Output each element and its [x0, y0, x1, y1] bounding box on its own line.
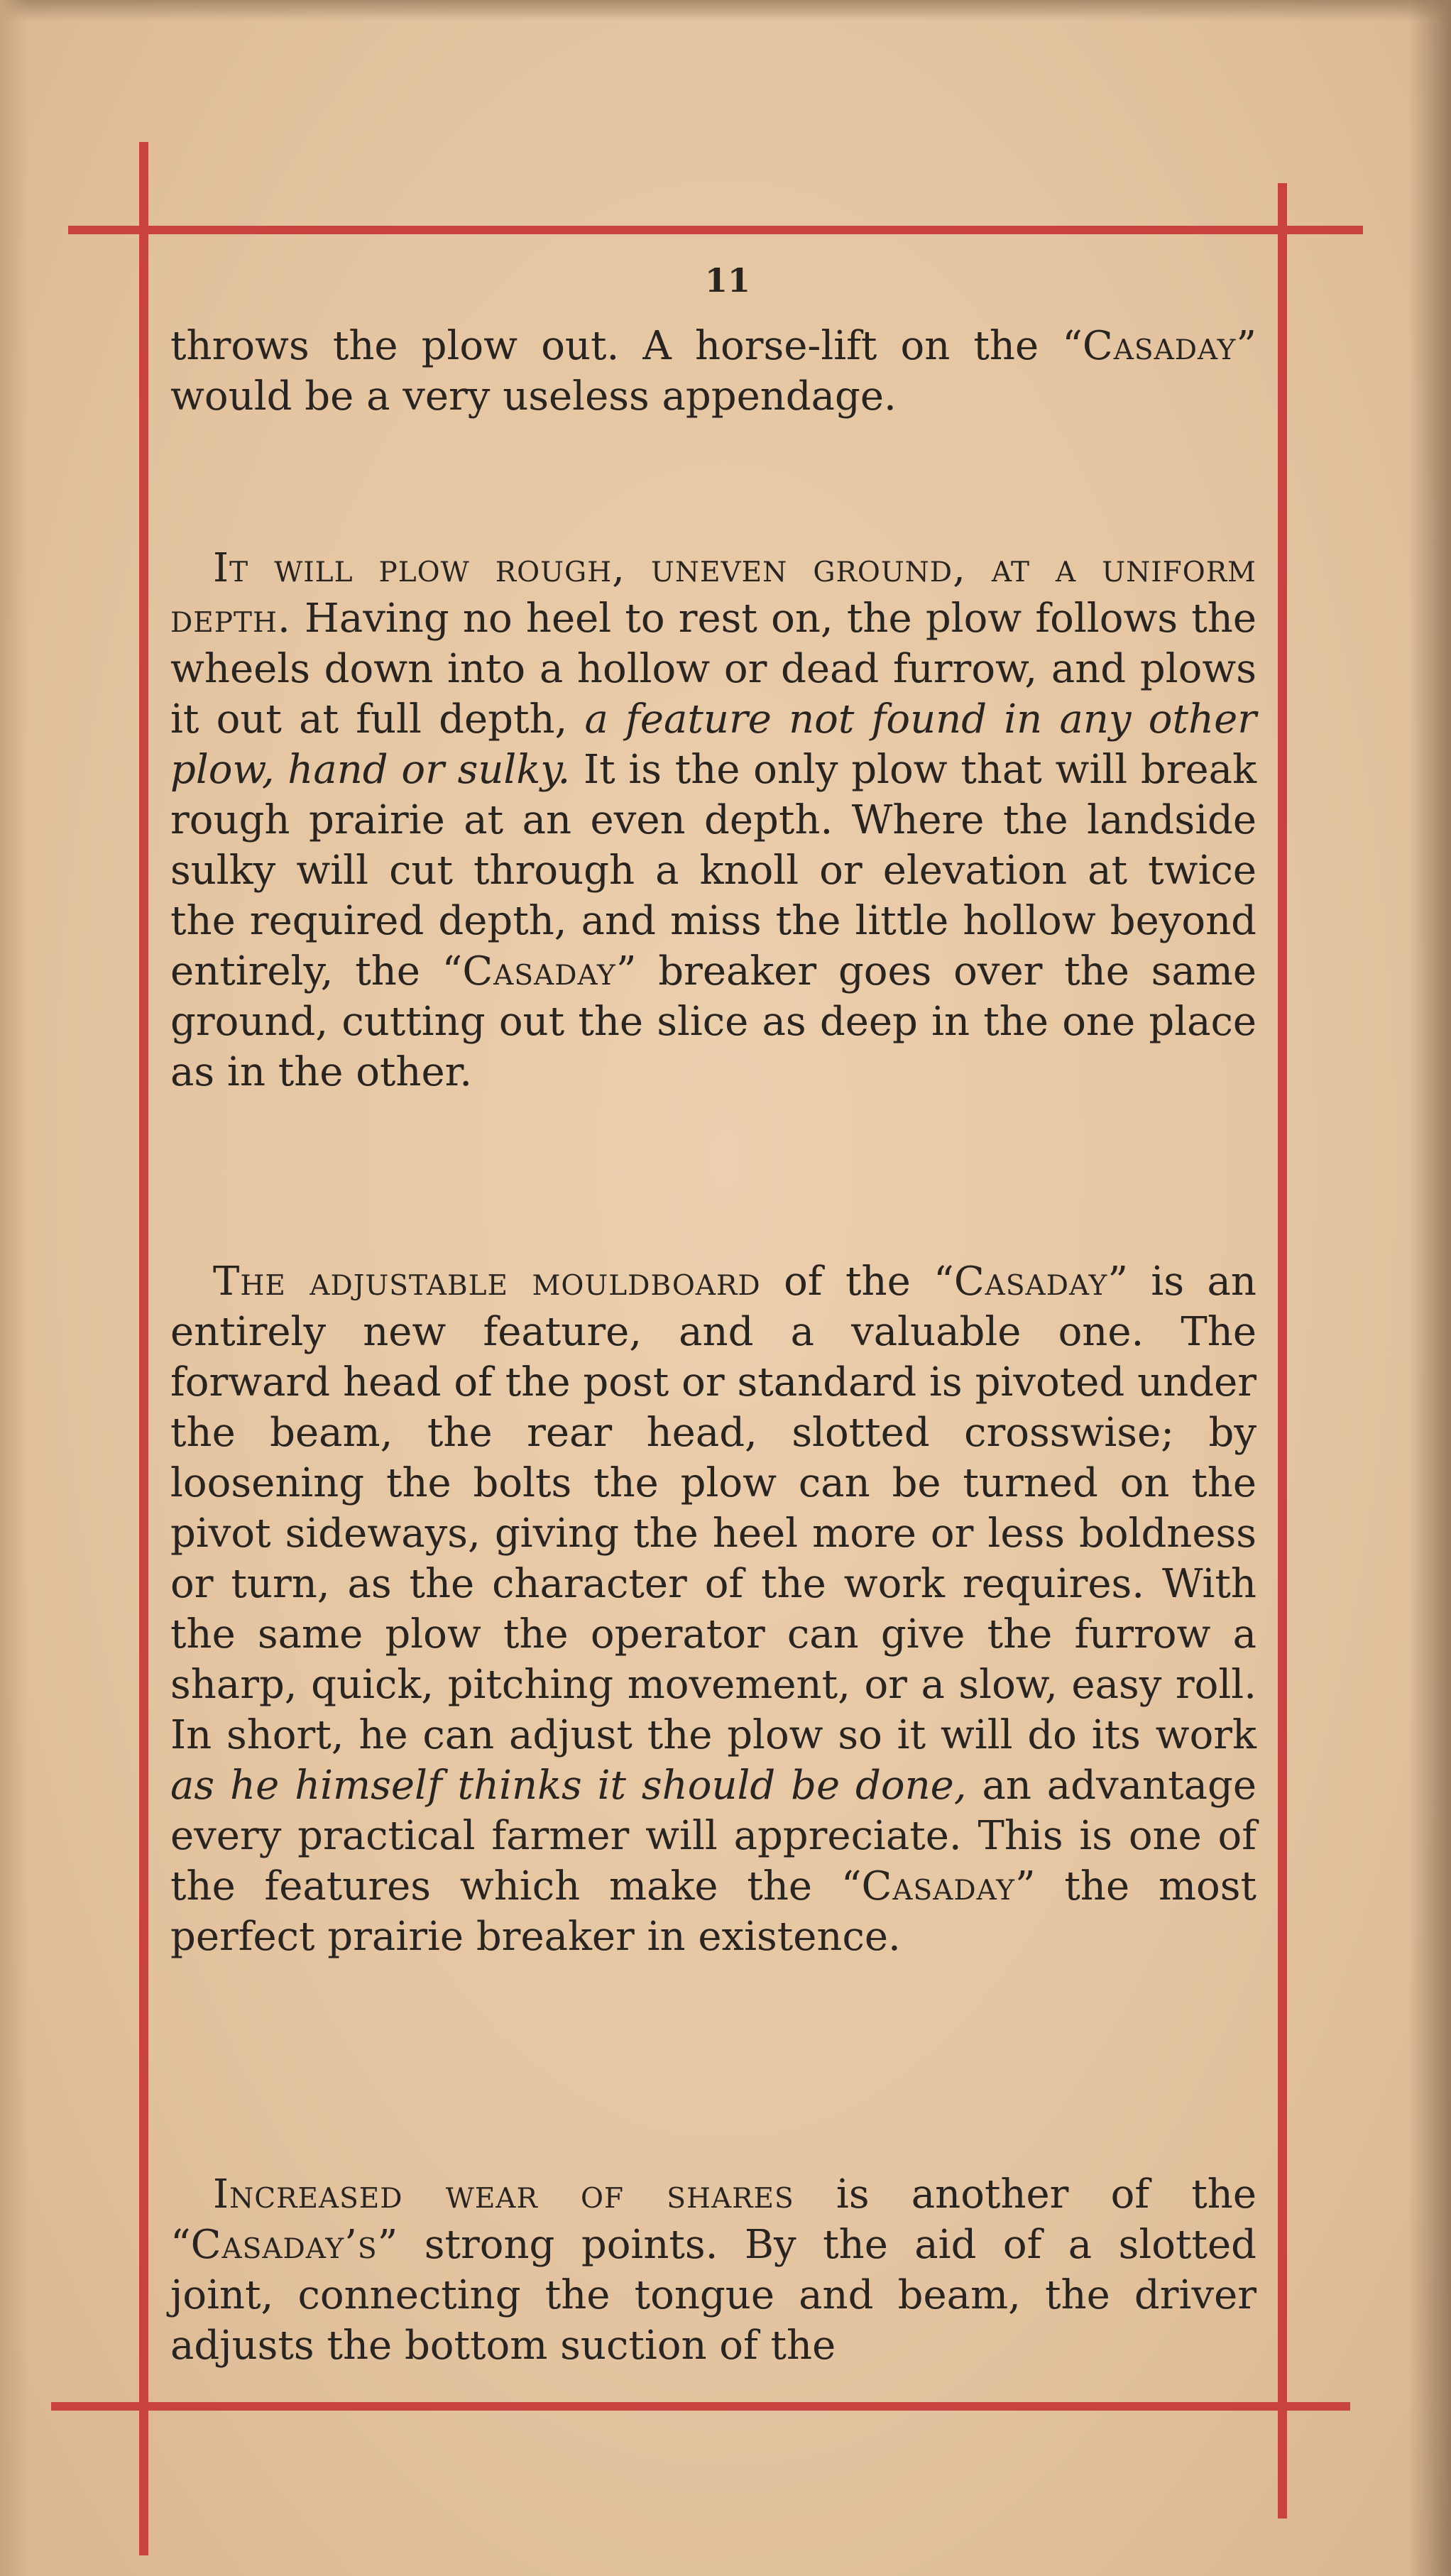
text-span: Having no heel to rest on, the plow follows the wheels down into a hollow or dead furrow, and plows it out at full depth,	[170, 596, 1256, 742]
product-name: Casaday	[1082, 323, 1237, 369]
product-name: Casaday’s	[190, 2222, 378, 2268]
text-span: throws the plow out. A horse-lift on the “	[170, 323, 1083, 369]
text-span: of the “	[760, 1259, 954, 1305]
text-span: an advantage every practical farmer will appreciate. This is one of the features which make the “	[170, 1763, 1256, 1909]
red-rule-bottom	[51, 2402, 1350, 2411]
red-rule-top	[68, 226, 1363, 234]
text-span: ” the most perfect prairie breaker in existence.	[170, 1863, 1257, 1960]
text-span: ” would be a very useless appendage.	[170, 323, 1256, 420]
product-name: Casaday	[861, 1863, 1015, 1909]
text-span: ” breaker goes over the same ground, cutting out the slice as deep in the one place as in the other.	[170, 948, 1257, 1095]
text-span: It is the only plow that will break rough prairie at an even depth. Where the landside sulky will cut through a knoll or elevation at twice the required depth, and miss the little hollow beyond entirely, the “	[170, 747, 1256, 994]
paragraph-adjustable-mouldboard	[170, 1256, 1256, 1962]
italic-text: a feature not found in any other plow, hand or sulky.	[170, 696, 1256, 793]
page-edge-shadow-right	[1408, 0, 1451, 2576]
paragraph-lead: It will plow rough, uneven ground, at a uniform depth.	[170, 545, 1256, 642]
product-name: Casaday	[953, 1259, 1108, 1305]
paragraph-lead: The adjustable mouldboard	[213, 1259, 761, 1305]
page-edge-shadow-left	[0, 0, 28, 2576]
italic-text: as he himself thinks it should be done,	[170, 1763, 967, 1809]
page-number: 11	[704, 261, 750, 300]
text-span: ” is an entirely new feature, and a valuable one. The forward head of the post or standard is pivoted under the beam, the rear head, slotted crosswise; by loosening the bolts the plow can be turned on the pivot sideways, giving the heel more or less boldness or turn, as the character of the work requires. With the same plow the operator can give the furrow a sharp, quick, pitching movement, or a slow, easy roll. In short, he can adjust the plow so it will do its work	[170, 1259, 1256, 1758]
red-rule-right	[1278, 183, 1287, 2519]
paragraph-horse-lift	[170, 321, 1256, 422]
text-span: ” strong points. By the aid of a slotted joint, connecting the tongue and beam, the driver adjusts the bottom suction of the	[170, 2222, 1256, 2369]
paragraph-uneven-ground	[170, 543, 1256, 1097]
text-span: is another of the “	[170, 2171, 1256, 2268]
red-rule-left	[139, 142, 148, 2555]
product-name: Casaday	[462, 948, 616, 994]
paragraph-lead: Increased wear of shares	[213, 2171, 794, 2218]
paragraph-increased-wear	[170, 2169, 1256, 2371]
page-edge-shadow-top	[0, 0, 1451, 21]
